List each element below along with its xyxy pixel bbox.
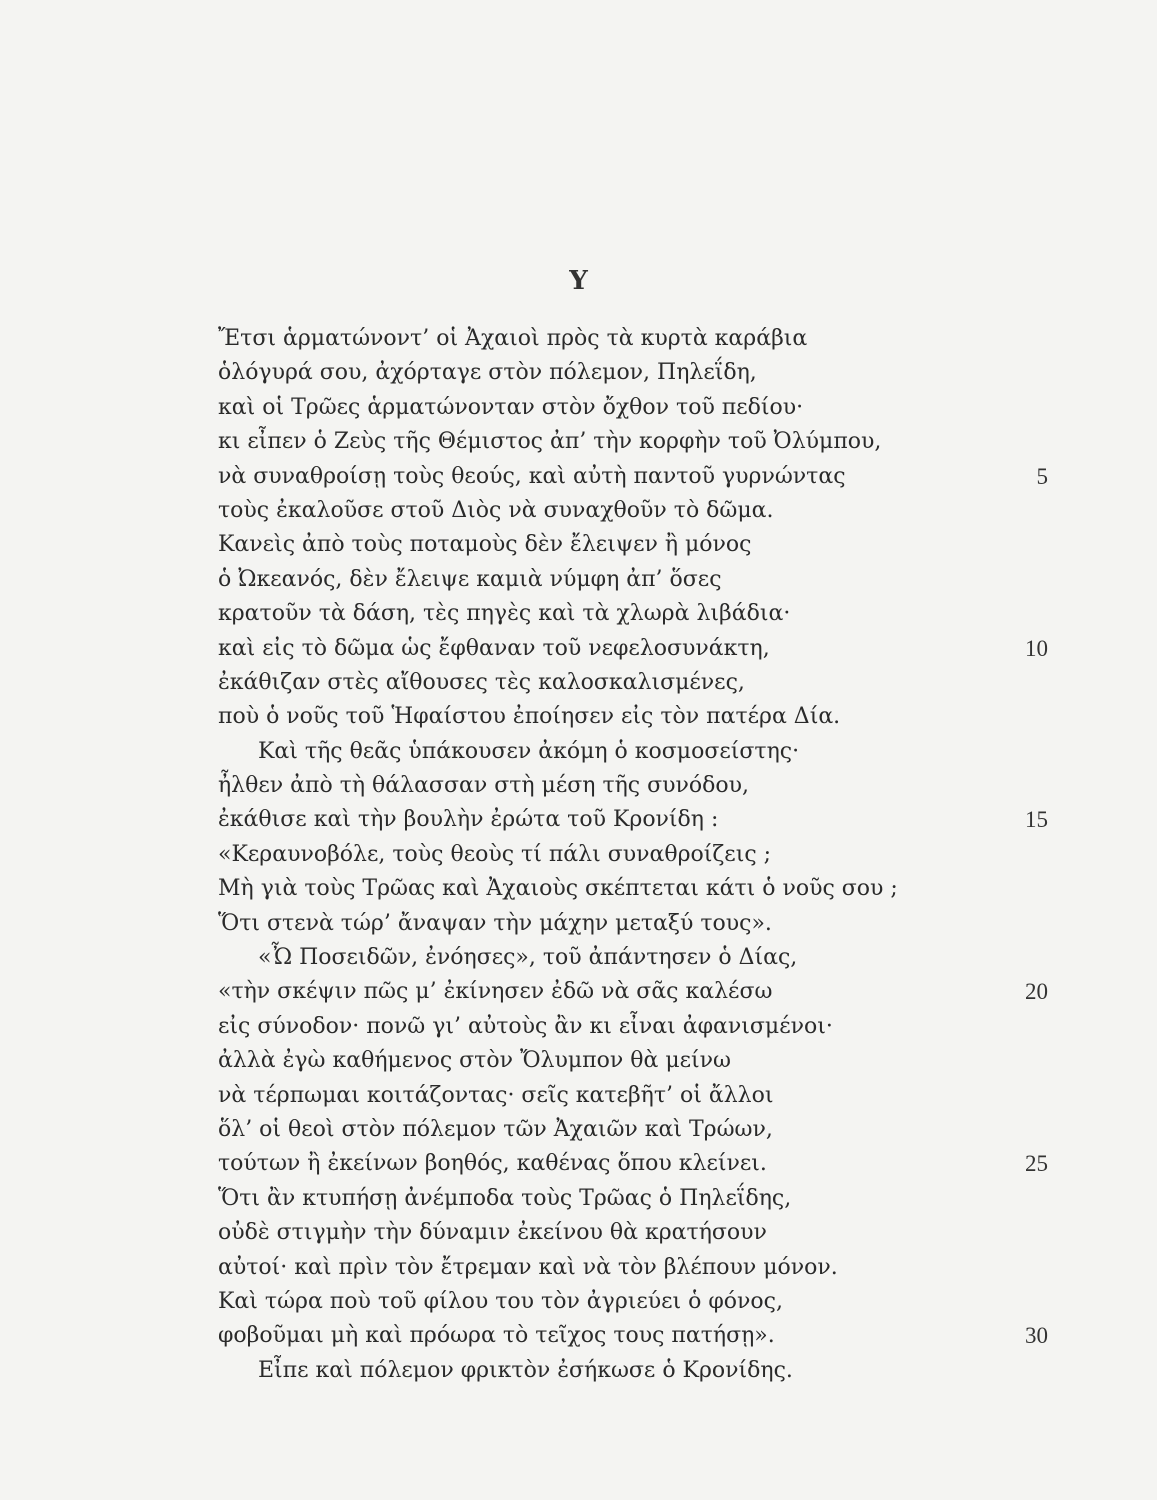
verse-line — [218, 735, 1048, 769]
verse-text: Καὶ τώρα ποὺ τοῦ φίλου του τὸν ἀγριεύει ὁ φόνος, — [218, 1288, 783, 1314]
line-number: 15 — [1025, 807, 1048, 833]
verse-text: ἦλθεν ἀπὸ τὴ θάλασσαν στὴ μέση τῆς συνόδου, — [218, 773, 749, 799]
verse-text: τούτων ἢ ἐκείνων βοηθός, καθένας ὅπου κλείνει. — [218, 1151, 767, 1177]
verse-text: εἰς σύνοδον· πονῶ γι’ αὐτοὺς ἂν κι εἶναι ἀφανισμένοι· — [218, 1013, 833, 1039]
verse-line — [218, 494, 1048, 528]
line-number: 30 — [1025, 1323, 1048, 1349]
verse-text: ὁλόγυρά σου, ἀχόρταγε στὸν πόλεμον, Πηλεΐδη, — [218, 360, 757, 386]
verse-line — [218, 1251, 1048, 1285]
line-number: 25 — [1025, 1151, 1048, 1177]
verse-line — [218, 356, 1048, 390]
verse-line — [218, 700, 1048, 734]
verse-line — [218, 528, 1048, 562]
verse-line — [218, 632, 1048, 666]
verse-text: νὰ τέρπωμαι κοιτάζοντας· σεῖς κατεβῆτ’ οἱ ἄλλοι — [218, 1082, 774, 1108]
verse-text: ὁ Ὠκεανός, δὲν ἔλειψε καμιὰ νύμφη ἀπ’ ὅσες — [218, 566, 722, 592]
verse-line — [218, 1147, 1048, 1181]
verse-text: «τὴν σκέψιν πῶς μ’ ἐκίνησεν ἐδῶ νὰ σᾶς καλέσω — [218, 979, 773, 1005]
verse-line — [218, 1216, 1048, 1250]
verse-line — [218, 838, 1048, 872]
verse-text: ἐκάθισε καὶ τὴν βουλὴν ἐρώτα τοῦ Κρονίδη : — [218, 807, 719, 833]
line-number: 5 — [1036, 463, 1048, 489]
verse-line — [218, 425, 1048, 459]
verse-line — [218, 1319, 1048, 1353]
verse-text: κι εἶπεν ὁ Ζεὺς τῆς Θέμιστος ἀπ’ τὴν κορφὴν τοῦ Ὀλύμπου, — [218, 429, 882, 455]
verse-text: Κανεὶς ἀπὸ τοὺς ποταμοὺς δὲν ἔλειψεν ἢ μόνος — [218, 532, 752, 558]
verse-line — [218, 666, 1048, 700]
verse-text: νὰ συναθροίσῃ τοὺς θεούς, καὶ αὐτὴ παντοῦ γυρνώντας — [218, 463, 846, 489]
verse-line — [218, 1044, 1048, 1078]
verse-text: ἐκάθιζαν στὲς αἴθουσες τὲς καλοσκαλισμένες, — [218, 669, 745, 695]
verse-text: τοὺς ἐκαλοῦσε στοῦ Διὸς νὰ συναχθοῦν τὸ δῶμα. — [218, 497, 774, 523]
verse-text: οὐδὲ στιγμὴν τὴν δύναμιν ἐκείνου θὰ κρατήσουν — [218, 1220, 767, 1246]
verse-text: «Ὦ Ποσειδῶν, ἐνόησες», τοῦ ἀπάντησεν ὁ Δίας, — [258, 945, 798, 971]
verse-text: Ὅτι στενὰ τώρ’ ἄναψαν τὴν μάχην μεταξύ τους». — [218, 910, 772, 936]
verse-line — [218, 1182, 1048, 1216]
book-heading: Υ — [569, 266, 588, 296]
verse-text: κρατοῦν τὰ δάση, τὲς πηγὲς καὶ τὰ χλωρὰ λιβάδια· — [218, 601, 791, 627]
verse-line — [218, 460, 1048, 494]
verse-line — [218, 1113, 1048, 1147]
verse-line — [218, 872, 1048, 906]
verse-line — [218, 563, 1048, 597]
verse-line — [218, 975, 1048, 1009]
verse-line — [218, 803, 1048, 837]
verse-text: ἀλλὰ ἐγὼ καθήμενος στὸν Ὄλυμπον θὰ μείνω — [218, 1048, 731, 1074]
verse-text: Ὅτι ἂν κτυπήσῃ ἀνέμποδα τοὺς Τρῶας ὁ Πηλεΐδης, — [218, 1185, 792, 1211]
verse-text: καὶ οἱ Τρῶες ἁρματώνονταν στὸν ὄχθον τοῦ πεδίου· — [218, 394, 804, 420]
verse-text: καὶ εἰς τὸ δῶμα ὡς ἔφθαναν τοῦ νεφελοσυνάκτη, — [218, 635, 770, 661]
line-number: 20 — [1025, 979, 1048, 1005]
line-number: 10 — [1025, 635, 1048, 661]
verse-line — [218, 769, 1048, 803]
verse-line — [218, 1079, 1048, 1113]
verse-text: Μὴ γιὰ τοὺς Τρῶας καὶ Ἀχαιοὺς σκέπτεται κάτι ὁ νοῦς σου ; — [218, 876, 898, 902]
verse-text: φοβοῦμαι μὴ καὶ πρόωρα τὸ τεῖχος τους πατήσῃ». — [218, 1323, 775, 1349]
verse-line — [218, 1285, 1048, 1319]
verse-text: αὐτοί· καὶ πρὶν τὸν ἔτρεμαν καὶ νὰ τὸν βλέπουν μόνον. — [218, 1254, 838, 1280]
verse-line — [218, 391, 1048, 425]
verse-text: Ἔτσι ἁρματώνοντ’ οἱ Ἀχαιοὶ πρὸς τὰ κυρτὰ καράβια — [218, 326, 808, 351]
verse-line — [218, 907, 1048, 941]
verse-line — [218, 322, 1048, 356]
verse-text: «Κεραυνοβόλε, τοὺς θεοὺς τί πάλι συναθροίζεις ; — [218, 841, 772, 867]
verse-line — [218, 597, 1048, 631]
verse-line — [218, 1354, 1048, 1388]
verse-line — [218, 1010, 1048, 1044]
verse-text: ὅλ’ οἱ θεοὶ στὸν πόλεμον τῶν Ἀχαιῶν καὶ Τρώων, — [218, 1116, 773, 1142]
verse-text: Εἶπε καὶ πόλεμον φρικτὸν ἐσήκωσε ὁ Κρονίδης. — [258, 1357, 793, 1383]
verse-text: ποὺ ὁ νοῦς τοῦ Ἡφαίστου ἐποίησεν εἰς τὸν πατέρα Δία. — [218, 704, 841, 730]
verse-line — [218, 941, 1048, 975]
poem-text — [218, 322, 1048, 1388]
verse-text: Καὶ τῆς θεᾶς ὑπάκουσεν ἀκόμη ὁ κοσμοσείστης· — [258, 738, 800, 764]
